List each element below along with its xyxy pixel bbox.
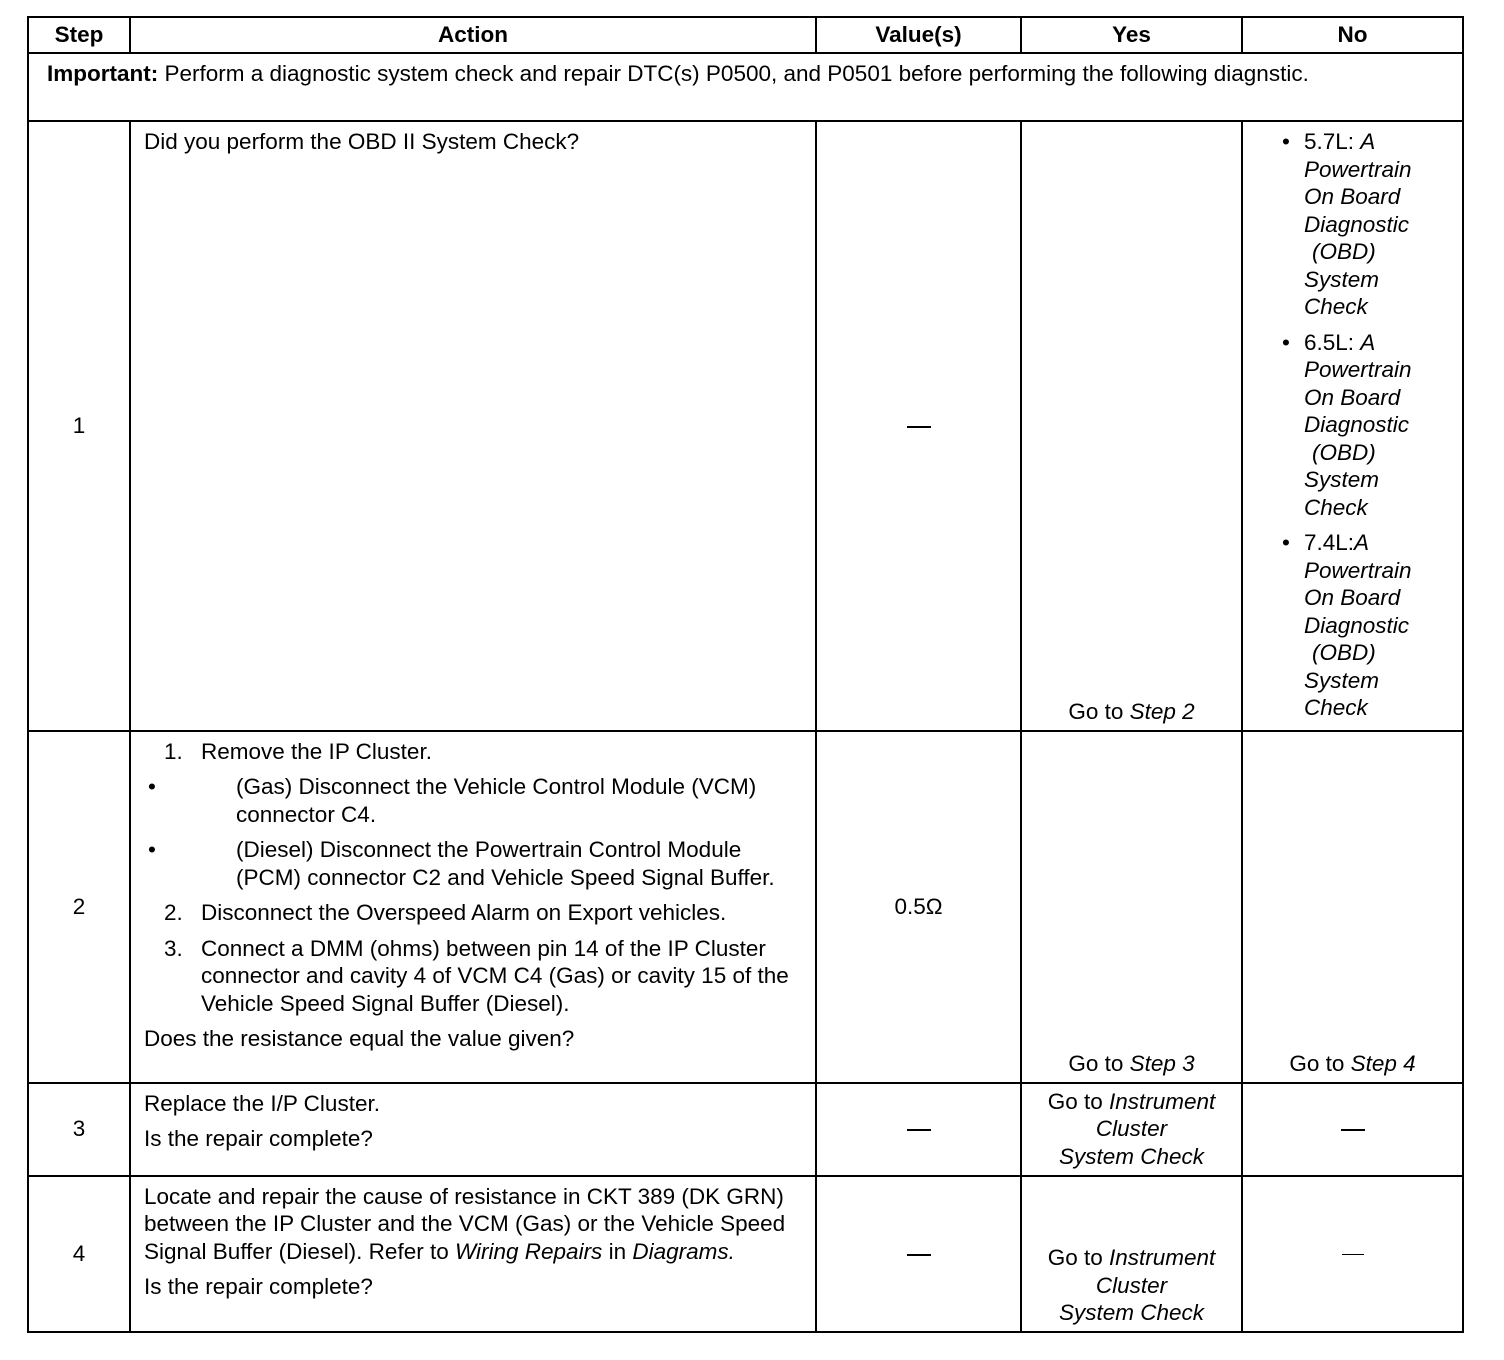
no-dash bbox=[1342, 1254, 1364, 1255]
value-dash bbox=[907, 1129, 931, 1131]
action-text: Replace the I/P Cluster. bbox=[144, 1090, 380, 1116]
yes-prefix: Go to bbox=[1047, 1245, 1109, 1270]
yes-prefix: Go to bbox=[1068, 699, 1130, 724]
table-row bbox=[28, 731, 1463, 1083]
procedure-sub-bullets bbox=[144, 773, 805, 891]
yes-link-cluster[interactable]: Cluster bbox=[1095, 1272, 1168, 1298]
value-cell: 0.5Ω bbox=[816, 731, 1021, 1083]
procedure-question: Does the resistance equal the value given? bbox=[144, 1026, 575, 1051]
yes-cell[interactable] bbox=[1021, 1176, 1242, 1332]
yes-cell[interactable] bbox=[1021, 731, 1242, 1083]
sub-bullet-diesel: • (Diesel) Disconnect the Powertrain Control Module (PCM) connector C2 and Vehicle Speed Signal Buffer. bbox=[144, 836, 805, 891]
table-row bbox=[28, 1083, 1463, 1176]
procedure-list-cont bbox=[144, 899, 805, 1017]
important-label: Important: bbox=[47, 61, 159, 86]
link-wiring-repairs[interactable]: Wiring Repairs bbox=[454, 1238, 603, 1264]
no-link-step-4[interactable]: Step 4 bbox=[1350, 1051, 1416, 1076]
action-question: Is the repair complete? bbox=[144, 1274, 373, 1299]
step-number: 3 bbox=[28, 1083, 130, 1176]
step-number: 1 bbox=[28, 121, 130, 731]
no-option-7-4l[interactable]: • 7.4L:A Powertrain On Board Diagnostic (OBD) System Check bbox=[1243, 529, 1462, 722]
no-cell bbox=[1242, 1176, 1463, 1332]
value-dash bbox=[907, 1254, 931, 1256]
yes-link-step-2[interactable]: Step 2 bbox=[1129, 699, 1195, 724]
table-row bbox=[28, 121, 1463, 731]
yes-prefix: Go to bbox=[1068, 1051, 1130, 1076]
yes-cell[interactable] bbox=[1021, 1083, 1242, 1176]
yes-link-instrument[interactable]: Instrument bbox=[1109, 1088, 1216, 1114]
procedure-step-1: 1. Remove the IP Cluster. bbox=[164, 738, 432, 764]
procedure-step-2: 2. Disconnect the Overspeed Alarm on Export vehicles. bbox=[164, 900, 727, 925]
no-prefix: Go to bbox=[1289, 1051, 1351, 1076]
header-row bbox=[28, 17, 1463, 53]
important-note bbox=[28, 53, 1463, 121]
yes-prefix: Go to bbox=[1047, 1088, 1109, 1114]
header-no: No bbox=[1242, 17, 1463, 53]
procedure-list bbox=[144, 738, 805, 766]
no-cell bbox=[1242, 1083, 1463, 1176]
action-question: Is the repair complete? bbox=[144, 1126, 373, 1151]
important-text: Perform a diagnostic system check and repair DTC(s) P0500, and P0501 before performing the following diagnstic. bbox=[158, 61, 1309, 86]
yes-link-step-3[interactable]: Step 3 bbox=[1129, 1051, 1195, 1076]
yes-link-system-check[interactable]: System Check bbox=[1058, 1143, 1205, 1169]
no-option-5-7l[interactable]: • 5.7L: A Powertrain On Board Diagnostic (OBD) System Check bbox=[1243, 128, 1462, 321]
step-number: 4 bbox=[28, 1176, 130, 1332]
value-cell bbox=[816, 1083, 1021, 1176]
step-number: 2 bbox=[28, 731, 130, 1083]
important-row bbox=[28, 53, 1463, 121]
action-text: Did you perform the OBD II System Check? bbox=[130, 121, 816, 731]
diagnostic-table bbox=[27, 16, 1464, 1333]
action-cell bbox=[130, 1176, 816, 1332]
header-action: Action bbox=[130, 17, 816, 53]
no-dash bbox=[1341, 1129, 1365, 1131]
sub-bullet-gas: • (Gas) Disconnect the Vehicle Control Module (VCM) connector C4. bbox=[144, 773, 805, 828]
link-diagrams[interactable]: Diagrams. bbox=[632, 1238, 735, 1264]
header-yes: Yes bbox=[1021, 17, 1242, 53]
header-step: Step bbox=[28, 17, 130, 53]
no-cell bbox=[1242, 121, 1463, 731]
value-dash bbox=[907, 426, 931, 428]
value-cell bbox=[816, 121, 1021, 731]
table-row bbox=[28, 1176, 1463, 1332]
no-cell[interactable] bbox=[1242, 731, 1463, 1083]
action-cell bbox=[130, 731, 816, 1083]
yes-link-cluster[interactable]: Cluster bbox=[1095, 1116, 1168, 1141]
no-options-list bbox=[1243, 128, 1462, 722]
action-text: Locate and repair the cause of resistance in CKT 389 (DK GRN) between the IP Cluster and the VCM (Gas) or the Vehicle Speed Signal Buffer (Diesel). Refer to Wiring Repairs in Diagrams. bbox=[144, 1183, 786, 1264]
value-cell bbox=[816, 1176, 1021, 1332]
yes-cell[interactable] bbox=[1021, 121, 1242, 731]
procedure-step-3: 3. Connect a DMM (ohms) between pin 14 of the IP Cluster connector and cavity 4 of VCM C4 (Gas) or cavity 15 of the Vehicle Speed Signal Buffer (Diesel). bbox=[164, 935, 789, 1016]
action-cell bbox=[130, 1083, 816, 1176]
yes-link-instrument[interactable]: Instrument bbox=[1109, 1245, 1216, 1270]
no-option-6-5l[interactable]: • 6.5L: A Powertrain On Board Diagnostic (OBD) System Check bbox=[1243, 329, 1462, 522]
header-values: Value(s) bbox=[816, 17, 1021, 53]
yes-link-system-check[interactable]: System Check bbox=[1058, 1300, 1205, 1325]
